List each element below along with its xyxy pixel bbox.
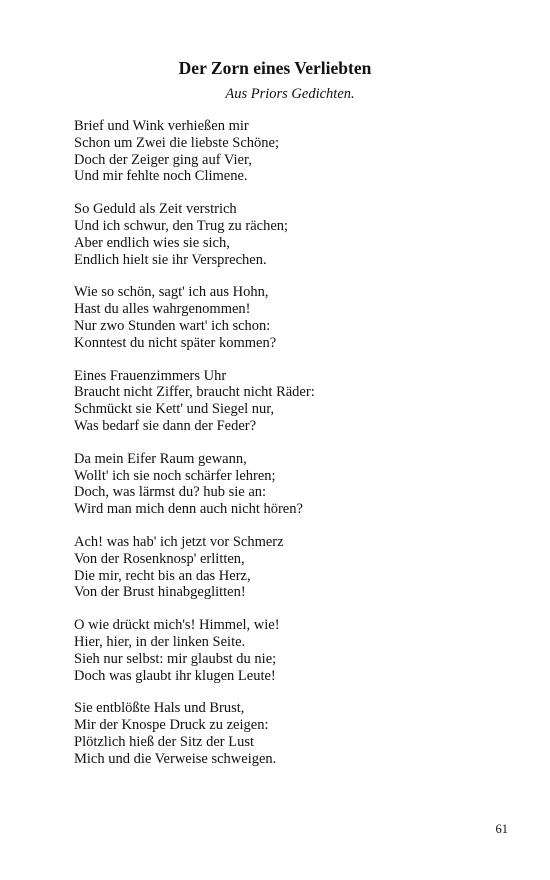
poem-subtitle: Aus Priors Gedichten. bbox=[225, 86, 355, 102]
verse-line: Und ich schwur, den Trug zu rächen; bbox=[74, 217, 289, 234]
verse-line: Die mir, recht bis an das Herz, bbox=[74, 567, 251, 584]
verse-line: So Geduld als Zeit verstrich bbox=[74, 201, 237, 218]
verse-line: Brief und Wink verhießen mir bbox=[74, 118, 249, 134]
verse-line: Hast du alles wahrgenommen! bbox=[74, 301, 251, 318]
stanza bbox=[74, 451, 514, 518]
verse-line: Sieh nur selbst: mir glaubst du nie; bbox=[74, 650, 277, 667]
verse-line: Schmückt sie Kett' und Siegel nur, bbox=[74, 401, 275, 418]
verse-line: Da mein Eifer Raum gewann, bbox=[74, 450, 247, 467]
poem-body bbox=[74, 118, 514, 784]
verse-line: Und mir fehlte noch Climene. bbox=[74, 168, 248, 185]
verse-line: Von der Brust hinabgeglitten! bbox=[74, 584, 246, 601]
verse-line: Plötzlich hieß der Sitz der Lust bbox=[74, 733, 255, 750]
verse-line: Mir der Knospe Druck zu zeigen: bbox=[74, 717, 269, 734]
verse-line: Braucht nicht Ziffer, braucht nicht Räder: bbox=[74, 384, 315, 401]
verse-line: Wie so schön, sagt' ich aus Hohn, bbox=[74, 284, 269, 301]
verse-line: Schon um Zwei die liebste Schöne; bbox=[74, 134, 279, 151]
verse-line: Ach! was hab' ich jetzt vor Schmerz bbox=[74, 533, 284, 550]
verse-line: Aber endlich wies sie sich, bbox=[74, 234, 230, 251]
verse-line: Nur zwo Stunden wart' ich schon: bbox=[74, 317, 271, 334]
verse-line: Sie entblößte Hals und Brust, bbox=[74, 700, 245, 717]
stanza bbox=[74, 118, 514, 185]
stanza bbox=[74, 201, 514, 268]
verse-line: Doch der Zeiger ging auf Vier, bbox=[74, 151, 252, 168]
verse-line: Endlich hielt sie ihr Versprechen. bbox=[74, 251, 267, 268]
stanza bbox=[74, 534, 514, 601]
verse-line: Doch was glaubt ihr klugen Leute! bbox=[74, 667, 276, 684]
verse-line: Mich und die Verweise schweigen. bbox=[74, 750, 277, 767]
verse-line: O wie drückt mich's! Himmel, wie! bbox=[74, 617, 280, 634]
page-number: 61 bbox=[495, 822, 508, 836]
verse-line: Doch, was lärmst du? hub sie an: bbox=[74, 484, 267, 501]
stanza bbox=[74, 368, 514, 435]
stanza bbox=[74, 284, 514, 351]
poem-title: Der Zorn eines Verliebten bbox=[178, 58, 372, 78]
verse-line: Wird man mich denn auch nicht hören? bbox=[74, 501, 303, 518]
verse-line: Was bedarf sie dann der Feder? bbox=[74, 417, 257, 434]
stanza bbox=[74, 700, 514, 767]
verse-line: Hier, hier, in der linken Seite. bbox=[74, 633, 246, 650]
verse-line: Von der Rosenknosp' erlitten, bbox=[74, 550, 245, 567]
verse-line: Eines Frauenzimmers Uhr bbox=[74, 367, 227, 384]
verse-line: Wollt' ich sie noch schärfer lehren; bbox=[74, 467, 276, 484]
stanza bbox=[74, 617, 514, 684]
verse-line: Konntest du nicht später kommen? bbox=[74, 334, 277, 351]
